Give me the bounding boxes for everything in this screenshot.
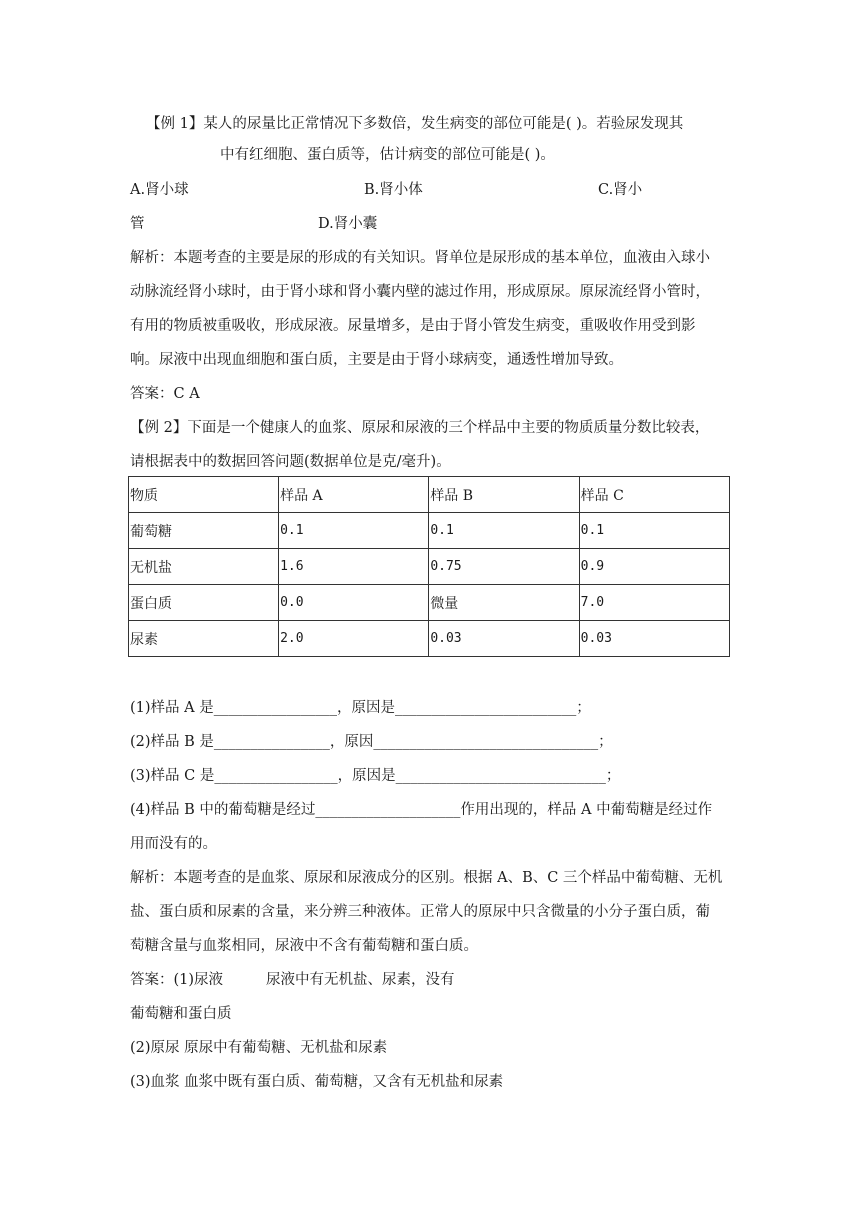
example1-analysis-line: 有用的物质被重吸收，形成尿液。尿量增多，是由于肾小管发生病变，重吸收作用受到影 — [130, 318, 696, 334]
example2-intro-line2: 请根据表中的数据回答问题(数据单位是克/毫升)。 — [130, 454, 451, 470]
answer-1-reason: 尿液中有无机盐、尿素，没有 — [266, 972, 455, 988]
table-cell: 1.6 — [279, 549, 429, 585]
table-header-cell: 样品 A — [279, 477, 429, 513]
example2-analysis-line: 萄糖含量与血浆相同，尿液中不含有葡萄糖和蛋白质。 — [130, 938, 478, 954]
table-cell: 7.0 — [579, 585, 729, 621]
table-row — [129, 585, 730, 621]
answer-2: (2)原尿 原尿中有葡萄糖、无机盐和尿素 — [130, 1040, 388, 1056]
example2-analysis-line: 盐、蛋白质和尿素的含量，来分辨三种液体。正常人的原尿中只含微量的小分子蛋白质，葡 — [130, 904, 710, 920]
example1-analysis-line: 动脉流经肾小球时，由于肾小球和肾小囊内壁的滤过作用，形成原尿。原尿流经肾小管时， — [130, 284, 710, 300]
table-row — [129, 513, 730, 549]
example2-analysis-line: 解析：本题考查的是血浆、原尿和尿液成分的区别。根据 A、B、C 三个样品中葡萄糖、无机 — [130, 870, 723, 886]
option-c: C.肾小 — [598, 182, 643, 198]
table-cell: 尿素 — [129, 621, 279, 657]
table-cell: 0.1 — [279, 513, 429, 549]
example1-answer: 答案：C A — [130, 386, 200, 402]
example1-question-line2: 中有红细胞、蛋白质等，估计病变的部位可能是( )。 — [220, 147, 555, 163]
table-header-cell: 物质 — [129, 477, 279, 513]
table-cell: 2.0 — [279, 621, 429, 657]
example1-analysis-line: 解析：本题考查的主要是尿的形成的有关知识。肾单位是尿形成的基本单位，血液由入球小 — [130, 250, 710, 266]
table-row — [129, 621, 730, 657]
table-cell: 0.03 — [429, 621, 579, 657]
table-cell: 0.75 — [429, 549, 579, 585]
table-cell: 葡萄糖 — [129, 513, 279, 549]
option-c-continued: 管 — [130, 216, 145, 232]
table-cell: 0.1 — [579, 513, 729, 549]
substance-comparison-table — [128, 476, 730, 657]
table-cell: 蛋白质 — [129, 585, 279, 621]
table-cell: 0.1 — [429, 513, 579, 549]
example1-analysis-line: 响。尿液中出现血细胞和蛋白质，主要是由于肾小球病变，通透性增加导致。 — [130, 352, 623, 368]
table-cell: 0.03 — [579, 621, 729, 657]
example2-intro-line1: 【例 2】下面是一个健康人的血浆、原尿和尿液的三个样品中主要的物质质量分数比较表， — [130, 420, 710, 436]
question-4-continued: 用而没有的。 — [130, 836, 217, 852]
table-header-row — [129, 477, 730, 513]
table-cell: 无机盐 — [129, 549, 279, 585]
question-3: (3)样品 C 是_________________，原因是_____________________________； — [130, 768, 621, 784]
question-1: (1)样品 A 是_________________，原因是_________________________； — [130, 700, 591, 716]
option-a: A.肾小球 — [130, 182, 189, 198]
option-d: D.肾小囊 — [318, 216, 378, 232]
table-cell: 微量 — [429, 585, 579, 621]
table-cell: 0.0 — [279, 585, 429, 621]
table-row — [129, 549, 730, 585]
example1-question-line1: 【例 1】某人的尿量比正常情况下多数倍，发生病变的部位可能是( )。若验尿发现其 — [146, 116, 684, 132]
answer-3: (3)血浆 血浆中既有蛋白质、葡萄糖，又含有无机盐和尿素 — [130, 1074, 504, 1090]
question-4: (4)样品 B 中的葡萄糖是经过____________________作用出现的，样品 A 中葡萄糖是经过作 — [130, 802, 713, 818]
table-header-cell: 样品 C — [579, 477, 729, 513]
answer-1-label: 答案：(1)尿液 — [130, 972, 224, 988]
question-2: (2)样品 B 是________________，原因_______________________________； — [130, 734, 613, 750]
table-cell: 0.9 — [579, 549, 729, 585]
table-header-cell: 样品 B — [429, 477, 579, 513]
option-b: B.肾小体 — [364, 182, 423, 198]
answer-1-continued: 葡萄糖和蛋白质 — [130, 1006, 232, 1022]
